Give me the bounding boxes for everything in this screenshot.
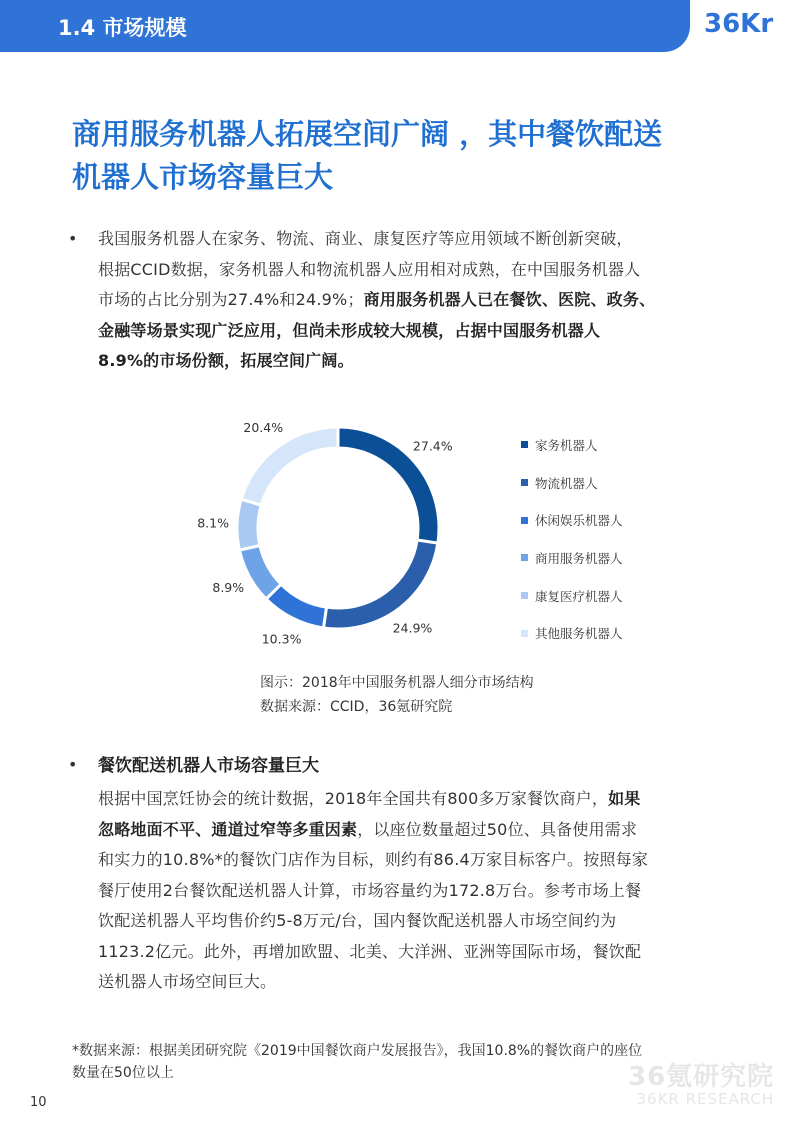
- logo-text: 36Kr: [704, 9, 774, 39]
- para1-line-2: 根据CCID数据，家务机器人和物流机器人应用相对成熟，在中国服务机器人: [98, 259, 641, 279]
- legend-item-3: [521, 501, 623, 539]
- donut-slice-2: [323, 540, 437, 629]
- para2-line-4: 餐厅使用2台餐饮配送机器人计算，市场容量约为172.8万台。参考市场上餐: [98, 880, 642, 900]
- watermark: [628, 1056, 774, 1108]
- legend-swatch-1: [521, 441, 528, 448]
- donut-label-6: 20.4%: [243, 419, 284, 435]
- legend-swatch-5: [521, 592, 528, 599]
- para1-line-4: [98, 316, 738, 347]
- paragraph-2: [98, 784, 738, 998]
- para1-line-3: [98, 285, 738, 316]
- bullet-1: •: [68, 229, 78, 248]
- donut-slice-4: [239, 545, 281, 599]
- donut-label-3: 10.3%: [261, 631, 302, 645]
- legend-item-4: [521, 539, 623, 577]
- donut-label-1: 27.4%: [412, 438, 453, 454]
- para2-line-2a: 忽略地面不平、通道过窄等多重因素: [98, 819, 358, 839]
- para2-line-7: 送机器人市场空间巨大。: [98, 972, 277, 991]
- para1-line-4-text: 金融等场景实现广泛应用，但尚未形成较大规模，占据中国服务机器人: [98, 320, 601, 340]
- para1-line-1: 我国服务机器人在家务、物流、商业、康复医疗等应用领域不断创新突破，: [98, 229, 633, 248]
- legend-swatch-6: [521, 630, 528, 637]
- section-title: 1.4 市场规模: [58, 16, 187, 40]
- legend-label-5: 康复医疗机器人: [535, 588, 623, 604]
- donut-slice-5: [237, 499, 261, 550]
- headline-line-2: 机器人市场容量巨大: [72, 160, 334, 194]
- legend-item-2: [521, 464, 623, 502]
- watermark-line-2: 36KR RESEARCH: [636, 1090, 775, 1108]
- legend-label-4: 商用服务机器人: [535, 550, 623, 566]
- para1-line-5-text: 8.9%的市场份额，拓展空间广阔。: [98, 351, 354, 370]
- section2-heading: 餐饮配送机器人市场容量巨大: [98, 756, 319, 776]
- para2-line-2b: ，以座位数量超过50位、具备使用需求: [357, 819, 638, 839]
- page-number: 10: [30, 1095, 47, 1110]
- legend-label-1: 家务机器人: [535, 437, 598, 453]
- paragraph-1: [98, 224, 738, 377]
- para2-line-5: 饮配送机器人平均售价约5-8万元/台，国内餐饮配送机器人市场空间约为: [98, 911, 617, 930]
- donut-label-4: 8.9%: [212, 579, 245, 595]
- bullet-2: •: [68, 755, 78, 774]
- para2-line-2: [98, 815, 738, 846]
- legend-item-1: [521, 426, 623, 464]
- legend-swatch-2: [521, 479, 528, 486]
- chart-legend: [521, 426, 623, 652]
- para1-line-3a: 市场的占比分别为27.4%和24.9%；: [98, 290, 364, 309]
- legend-item-6: [521, 614, 623, 652]
- donut-label-5: 8.1%: [197, 515, 229, 531]
- watermark-line-1: 36氪研究院: [628, 1062, 775, 1092]
- para2-line-1b: 如果: [608, 789, 641, 808]
- para1-line-3b: 商用服务机器人已在餐饮、医院、政务、: [363, 290, 656, 309]
- legend-label-2: 物流机器人: [535, 475, 598, 491]
- footnote-line-2: 数量在50位以上: [72, 1065, 174, 1081]
- market-structure-donut-chart: [180, 410, 510, 645]
- figure-caption: 图示：2018年中国服务机器人细分市场结构: [260, 675, 534, 691]
- legend-label-3: 休闲娱乐机器人: [535, 513, 623, 529]
- para1-line-5: [98, 346, 738, 377]
- footnote-line-1: *数据来源：根据美团研究院《2019中国餐饮商户发展报告》，我国10.8%的餐饮商户的座位: [72, 1043, 643, 1059]
- legend-swatch-4: [521, 554, 528, 561]
- legend-swatch-3: [521, 517, 528, 524]
- para2-line-6: 1123.2亿元。此外，再增加欧盟、北美、大洋洲、亚洲等国际市场，餐饮配: [98, 941, 642, 961]
- donut-slice-6: [241, 427, 338, 505]
- donut-label-2: 24.9%: [392, 620, 433, 636]
- page-headline: [72, 113, 752, 199]
- legend-item-5: [521, 577, 623, 615]
- legend-label-6: 其他服务机器人: [535, 626, 623, 642]
- para2-line-3: 和实力的10.8%*的餐饮门店作为目标，则约有86.4万家目标客户。按照每家: [98, 850, 649, 869]
- 36kr-logo: [702, 2, 794, 52]
- figure-source: 数据来源：CCID，36氪研究院: [260, 699, 453, 715]
- para2-line-1a: 根据中国烹饪协会的统计数据，2018年全国共有800多万家餐饮商户，: [98, 789, 609, 808]
- headline-line-1: 商用服务机器人拓展空间广阔 ，其中餐饮配送: [72, 117, 663, 151]
- para2-line-1: [98, 784, 738, 815]
